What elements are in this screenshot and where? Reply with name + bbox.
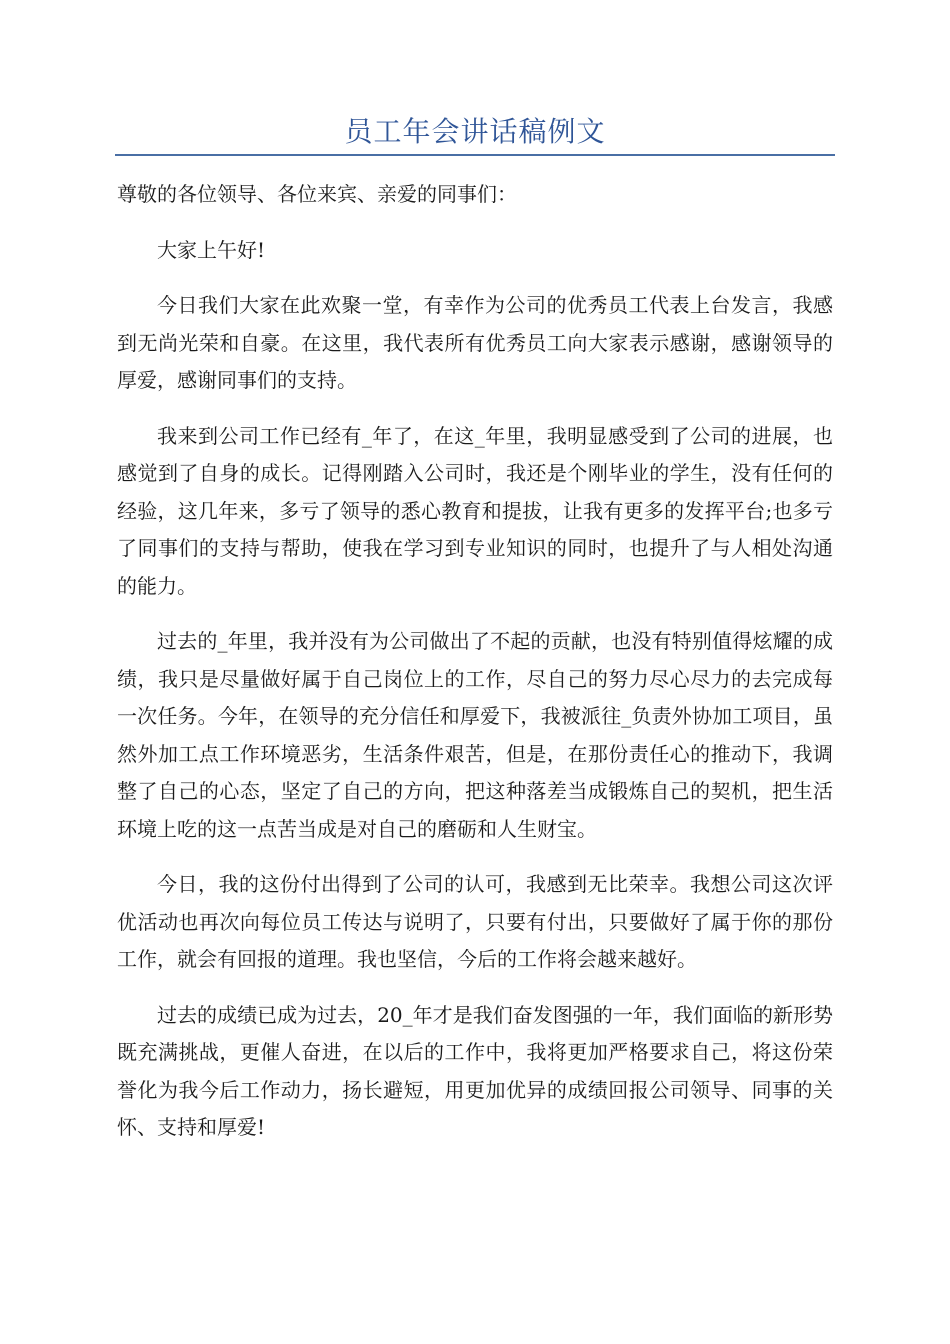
document-title: 员工年会讲话稿例文 (344, 115, 606, 148)
closing-paragraph: 过去的成绩已成为过去，20_年才是我们奋发图强的一年，我们面临的新形势既充满挑战，更催人奋进，在以后的工作中，我将更加严格要求自己，将这份荣誉化为我今后工作动力，扬长避短，用更加优异的成绩回报公司领导、同事的关怀、支持和厚爱! (117, 1002, 833, 1139)
salutation-paragraph: 尊敬的各位领导、各位来宾、亲爱的同事们： (117, 182, 517, 206)
body-paragraph: 今日，我的这份付出得到了公司的认可，我感到无比荣幸。我想公司这次评优活动也再次向每位员工传达与说明了，只要有付出，只要做好了属于你的那份工作，就会有回报的道理。我也坚信，今后的工作将会越来越好。 (117, 872, 833, 971)
greeting-paragraph: 大家上午好! (157, 237, 266, 262)
document-body (117, 176, 833, 1165)
body-paragraph: 过去的_年里，我并没有为公司做出了不起的贡献，也没有特别值得炫耀的成绩，我只是尽量做好属于自己岗位上的工作，尽自己的努力尽心尽力的去完成每一次任务。今年，在领导的充分信任和厚爱下，我被派往_负责外协加工项目，虽然外加工点工作环境恶劣，生活条件艰苦，但是，在那份责任心的推动下，我调整了自己的心态，坚定了自己的方向，把这种落差当成锻炼自己的契机，把生活环境上吃的这一点苦当成是对自己的磨砺和人生财宝。 (117, 629, 833, 841)
body-paragraph: 今日我们大家在此欢聚一堂，有幸作为公司的优秀员工代表上台发言，我感到无尚光荣和自豪。在这里，我代表所有优秀员工向大家表示感谢，感谢领导的厚爱，感谢同事们的支持。 (117, 293, 833, 392)
body-paragraph: 我来到公司工作已经有_年了，在这_年里，我明显感受到了公司的进展，也感觉到了自身的成长。记得刚踏入公司时，我还是个刚毕业的学生，没有任何的经验，这几年来，多亏了领导的悉心教育和提拔，让我有更多的发挥平台;也多亏了同事们的支持与帮助，使我在学习到专业知识的同时，也提升了与人相处沟通的能力。 (117, 423, 833, 598)
title-underline (115, 154, 835, 156)
